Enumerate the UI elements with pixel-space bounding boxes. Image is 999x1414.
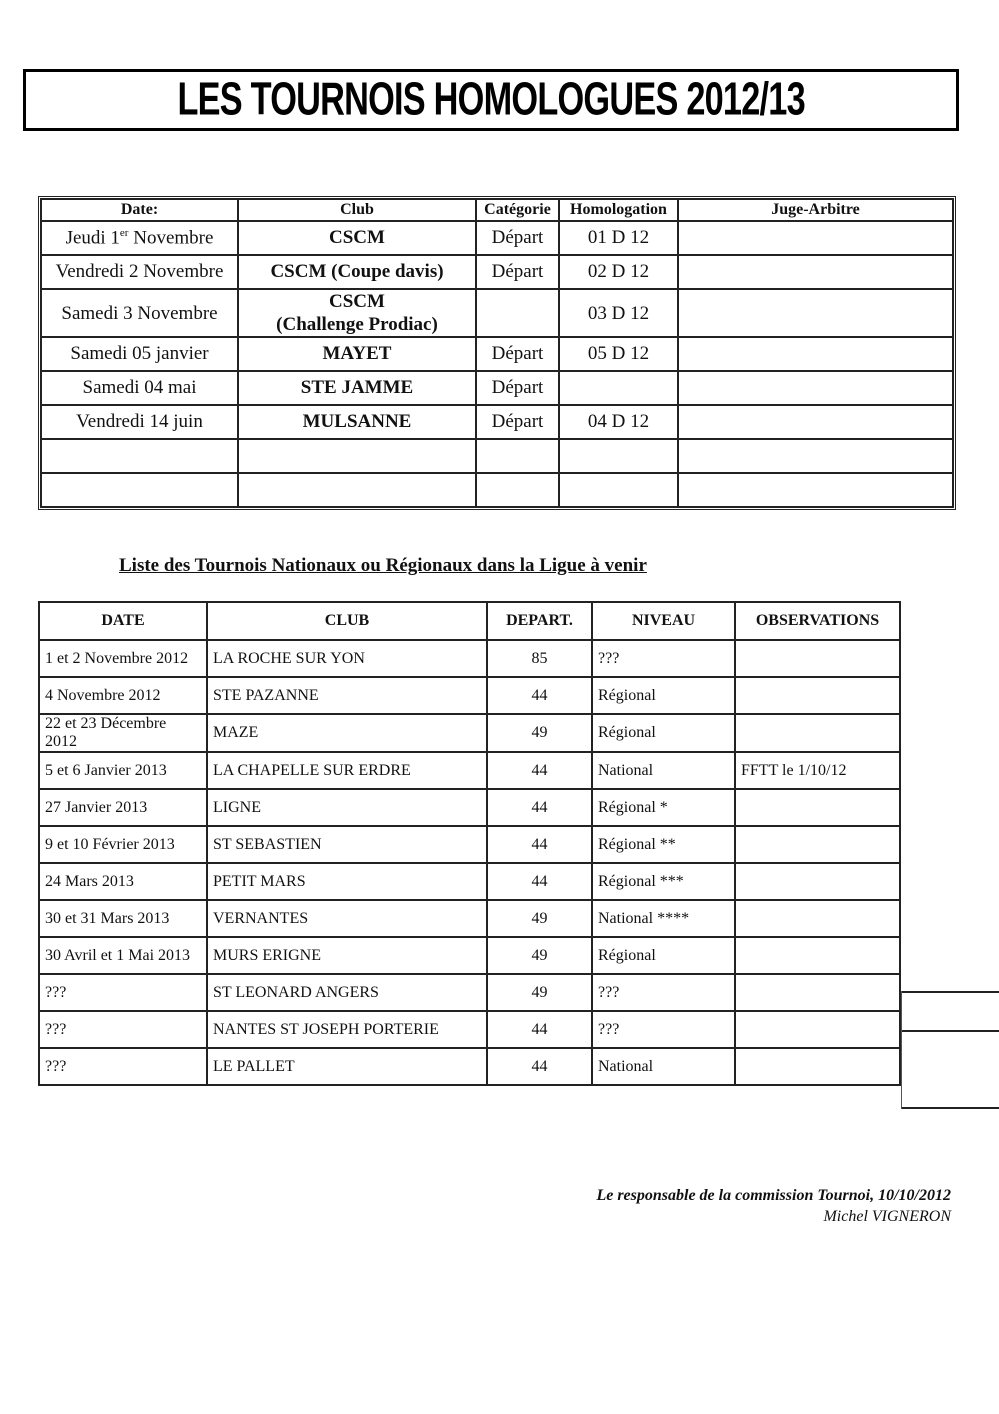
date-text: Samedi 3 Novembre [61, 302, 218, 324]
cell-homologation: 02 D 12 [559, 255, 678, 289]
cell-date: 22 et 23 Décembre 2012 [39, 714, 207, 752]
cell-observations [735, 974, 900, 1011]
cell-observations [735, 937, 900, 974]
cell-club: NANTES ST JOSEPH PORTERIE [207, 1011, 487, 1048]
cell-niveau: National [592, 752, 735, 789]
cell-niveau: Régional * [592, 789, 735, 826]
cell-club: STE PAZANNE [207, 677, 487, 714]
cell-club: LE PALLET [207, 1048, 487, 1085]
table-row [39, 752, 900, 789]
cell-juge-arbitre [678, 337, 953, 371]
cell-categorie [476, 289, 559, 337]
cell-niveau: Régional [592, 937, 735, 974]
club-event: (Challenge Prodiac) [276, 314, 438, 335]
cell-niveau: National **** [592, 900, 735, 937]
cell-club [238, 371, 476, 405]
cell-observations [735, 1048, 900, 1085]
cell-club: ST SEBASTIEN [207, 826, 487, 863]
header-observations: OBSERVATIONS [735, 602, 900, 640]
cell-homologation: 05 D 12 [559, 337, 678, 371]
table-row [41, 289, 953, 337]
cell-homologation: 01 D 12 [559, 221, 678, 255]
cell-club: LA CHAPELLE SUR ERDRE [207, 752, 487, 789]
cell-depart: 49 [487, 937, 592, 974]
table-extension-divider [901, 991, 902, 1109]
header-juge-arbitre: Juge-Arbitre [678, 199, 953, 221]
club-name: CSCM [329, 291, 385, 312]
signature-name: Michel VIGNERON [823, 1208, 951, 1225]
cell-club [238, 289, 476, 337]
cell-club [238, 337, 476, 371]
cell-club: MAZE [207, 714, 487, 752]
page-title: LES TOURNOIS HOMOLOGUES 2012/13 [177, 73, 805, 126]
cell-club [238, 255, 476, 289]
table-row [39, 974, 900, 1011]
cell-club [238, 405, 476, 439]
cell-juge-arbitre [678, 405, 953, 439]
cell-homologation: 03 D 12 [559, 289, 678, 337]
table-row [41, 405, 953, 439]
cell-homologation [559, 371, 678, 405]
cell-niveau: ??? [592, 1011, 735, 1048]
cell-juge-arbitre [678, 371, 953, 405]
header-club: CLUB [207, 602, 487, 640]
header-depart: DEPART. [487, 602, 592, 640]
cell-depart: 49 [487, 900, 592, 937]
header-date: DATE [39, 602, 207, 640]
club-name: MULSANNE [302, 411, 412, 432]
cell-categorie: Départ [476, 405, 559, 439]
cell-club [238, 439, 476, 473]
cell-date [41, 337, 238, 371]
header-homologation: Homologation [559, 199, 678, 221]
cell-date [41, 439, 238, 473]
cell-homologation [559, 473, 678, 507]
cell-juge-arbitre [678, 439, 953, 473]
header-niveau: NIVEAU [592, 602, 735, 640]
table-header-row [41, 199, 953, 221]
header-date: Date: [41, 199, 238, 221]
table-row [39, 640, 900, 677]
table-row [41, 473, 953, 507]
cell-date: ??? [39, 1048, 207, 1085]
cell-date: 30 Avril et 1 Mai 2013 [39, 937, 207, 974]
cell-club: ST LEONARD ANGERS [207, 974, 487, 1011]
cell-observations [735, 1011, 900, 1048]
cell-categorie [476, 473, 559, 507]
cell-club: LIGNE [207, 789, 487, 826]
table-row [41, 221, 953, 255]
cell-depart: 44 [487, 789, 592, 826]
header-club: Club [238, 199, 476, 221]
cell-depart: 49 [487, 714, 592, 752]
cell-date: 4 Novembre 2012 [39, 677, 207, 714]
national-regional-tournaments-table [38, 601, 901, 1086]
cell-homologation [559, 439, 678, 473]
date-text: Vendredi 14 juin [76, 411, 203, 432]
cell-juge-arbitre [678, 289, 953, 337]
cell-date: ??? [39, 974, 207, 1011]
table-row [39, 826, 900, 863]
cell-niveau: ??? [592, 974, 735, 1011]
club-name: CSCM [329, 227, 385, 248]
cell-depart: 44 [487, 1011, 592, 1048]
cell-categorie: Départ [476, 371, 559, 405]
cell-juge-arbitre [678, 473, 953, 507]
table-row [39, 789, 900, 826]
cell-observations [735, 714, 900, 752]
cell-club [238, 473, 476, 507]
cell-depart: 85 [487, 640, 592, 677]
cell-juge-arbitre [678, 221, 953, 255]
cell-niveau: Régional [592, 677, 735, 714]
cell-date: 27 Janvier 2013 [39, 789, 207, 826]
cell-date [41, 473, 238, 507]
table-row [39, 677, 900, 714]
cell-categorie: Départ [476, 337, 559, 371]
cell-club: MURS ERIGNE [207, 937, 487, 974]
table-row [41, 337, 953, 371]
cell-categorie: Départ [476, 221, 559, 255]
cell-observations [735, 677, 900, 714]
cell-date [41, 221, 238, 255]
date-text: Vendredi 2 Novembre [55, 261, 224, 282]
cell-juge-arbitre [678, 255, 953, 289]
cell-depart: 49 [487, 974, 592, 1011]
date-text: Jeudi 1 [65, 227, 120, 249]
cell-observations [735, 900, 900, 937]
homologated-tournaments-table [40, 198, 954, 508]
table-row [39, 1011, 900, 1048]
table-row [39, 863, 900, 900]
cell-date: 1 et 2 Novembre 2012 [39, 640, 207, 677]
club-name: STE JAMME [300, 377, 414, 398]
title-box [23, 69, 959, 131]
cell-club [238, 221, 476, 255]
cell-club: LA ROCHE SUR YON [207, 640, 487, 677]
cell-categorie [476, 439, 559, 473]
cell-date: 5 et 6 Janvier 2013 [39, 752, 207, 789]
cell-niveau: Régional [592, 714, 735, 752]
cell-date [41, 405, 238, 439]
cell-date [41, 371, 238, 405]
table-row [39, 900, 900, 937]
cell-depart: 44 [487, 863, 592, 900]
cell-depart: 44 [487, 826, 592, 863]
cell-niveau: Régional ** [592, 826, 735, 863]
table-row [41, 255, 953, 289]
table-extension-border [901, 1030, 999, 1070]
table-header-row [39, 602, 900, 640]
table-row [39, 1048, 900, 1085]
cell-observations [735, 863, 900, 900]
cell-depart: 44 [487, 677, 592, 714]
cell-depart: 44 [487, 752, 592, 789]
cell-observations: FFTT le 1/10/12 [735, 752, 900, 789]
cell-club: PETIT MARS [207, 863, 487, 900]
cell-date: ??? [39, 1011, 207, 1048]
cell-date: 9 et 10 Février 2013 [39, 826, 207, 863]
date-ordinal: er [119, 226, 129, 239]
cell-homologation: 04 D 12 [559, 405, 678, 439]
header-categorie: Catégorie [476, 199, 559, 221]
date-text: Samedi 04 mai [82, 377, 197, 398]
signature-title: Le responsable de la commission Tournoi, 10/10/2012 [596, 1187, 951, 1204]
table-row [41, 439, 953, 473]
cell-depart: 44 [487, 1048, 592, 1085]
date-month: Novembre [128, 227, 214, 249]
cell-observations [735, 640, 900, 677]
cell-niveau: Régional *** [592, 863, 735, 900]
cell-niveau: National [592, 1048, 735, 1085]
table-row [39, 937, 900, 974]
cell-date [41, 255, 238, 289]
table-row [41, 371, 953, 405]
cell-niveau: ??? [592, 640, 735, 677]
cell-date [41, 289, 238, 337]
cell-observations [735, 826, 900, 863]
cell-categorie: Départ [476, 255, 559, 289]
section-subtitle: Liste des Tournois Nationaux ou Régionaux dans la Ligue à venir [119, 555, 647, 576]
table-row [39, 714, 900, 752]
cell-observations [735, 789, 900, 826]
club-name: MAYET [322, 343, 392, 364]
cell-date: 24 Mars 2013 [39, 863, 207, 900]
date-text: Samedi 05 janvier [70, 343, 209, 364]
cell-club: VERNANTES [207, 900, 487, 937]
cell-date: 30 et 31 Mars 2013 [39, 900, 207, 937]
club-name: CSCM (Coupe davis) [270, 261, 444, 282]
